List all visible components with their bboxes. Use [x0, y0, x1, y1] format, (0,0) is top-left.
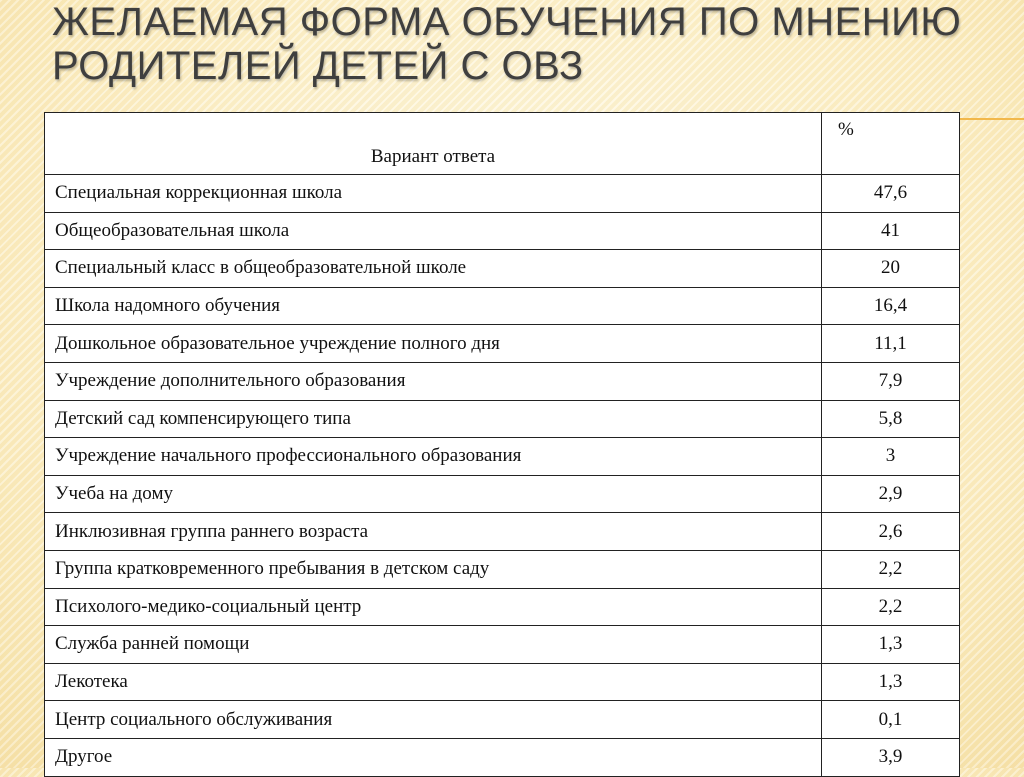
variant-cell: Инклюзивная группа раннего возраста: [45, 513, 822, 551]
percent-cell: 0,1: [822, 701, 960, 739]
survey-table: [44, 112, 960, 777]
table-row: [45, 626, 960, 664]
table-row: [45, 475, 960, 513]
table-row: [45, 588, 960, 626]
percent-cell: 2,9: [822, 475, 960, 513]
variant-cell: Общеобразовательная школа: [45, 212, 822, 250]
table-row: [45, 663, 960, 701]
table-row: [45, 325, 960, 363]
variant-cell: Учеба на дому: [45, 475, 822, 513]
table-row: [45, 550, 960, 588]
percent-cell: 20: [822, 250, 960, 288]
variant-cell: Школа надомного обучения: [45, 287, 822, 325]
slide-title-line-1: ЖЕЛАЕМАЯ ФОРМА ОБУЧЕНИЯ ПО МНЕНИЮ: [52, 0, 962, 44]
table-row: [45, 738, 960, 776]
variant-cell: Группа кратковременного пребывания в детском саду: [45, 550, 822, 588]
variant-cell: Специальная коррекционная школа: [45, 175, 822, 213]
header-percent: %: [822, 113, 960, 175]
slide-title-line-2: РОДИТЕЛЕЙ ДЕТЕЙ С ОВЗ: [52, 44, 584, 88]
variant-cell: Учреждение начального профессионального образования: [45, 438, 822, 476]
percent-cell: 2,6: [822, 513, 960, 551]
table-row: [45, 701, 960, 739]
percent-cell: 2,2: [822, 550, 960, 588]
variant-cell: Центр социального обслуживания: [45, 701, 822, 739]
percent-cell: 7,9: [822, 362, 960, 400]
variant-cell: Дошкольное образовательное учреждение полного дня: [45, 325, 822, 363]
percent-cell: 2,2: [822, 588, 960, 626]
table-row: [45, 362, 960, 400]
variant-cell: Детский сад компенсирующего типа: [45, 400, 822, 438]
header-variant: Вариант ответа: [45, 113, 822, 175]
variant-cell: Служба ранней помощи: [45, 626, 822, 664]
percent-cell: 1,3: [822, 626, 960, 664]
percent-cell: 47,6: [822, 175, 960, 213]
table-row: [45, 513, 960, 551]
table-row: [45, 250, 960, 288]
percent-cell: 16,4: [822, 287, 960, 325]
percent-cell: 41: [822, 212, 960, 250]
percent-cell: 1,3: [822, 663, 960, 701]
variant-cell: Учреждение дополнительного образования: [45, 362, 822, 400]
table-row: [45, 212, 960, 250]
variant-cell: Лекотека: [45, 663, 822, 701]
accent-line: [960, 118, 1024, 120]
percent-cell: 5,8: [822, 400, 960, 438]
percent-cell: 3,9: [822, 738, 960, 776]
slide-title: [52, 0, 961, 88]
table-row: [45, 287, 960, 325]
percent-cell: 11,1: [822, 325, 960, 363]
percent-cell: 3: [822, 438, 960, 476]
variant-cell: Психолого-медико-социальный центр: [45, 588, 822, 626]
table-row: [45, 175, 960, 213]
table-row: [45, 400, 960, 438]
variant-cell: Специальный класс в общеобразовательной школе: [45, 250, 822, 288]
table-header-row: [45, 113, 960, 175]
variant-cell: Другое: [45, 738, 822, 776]
table-row: [45, 438, 960, 476]
